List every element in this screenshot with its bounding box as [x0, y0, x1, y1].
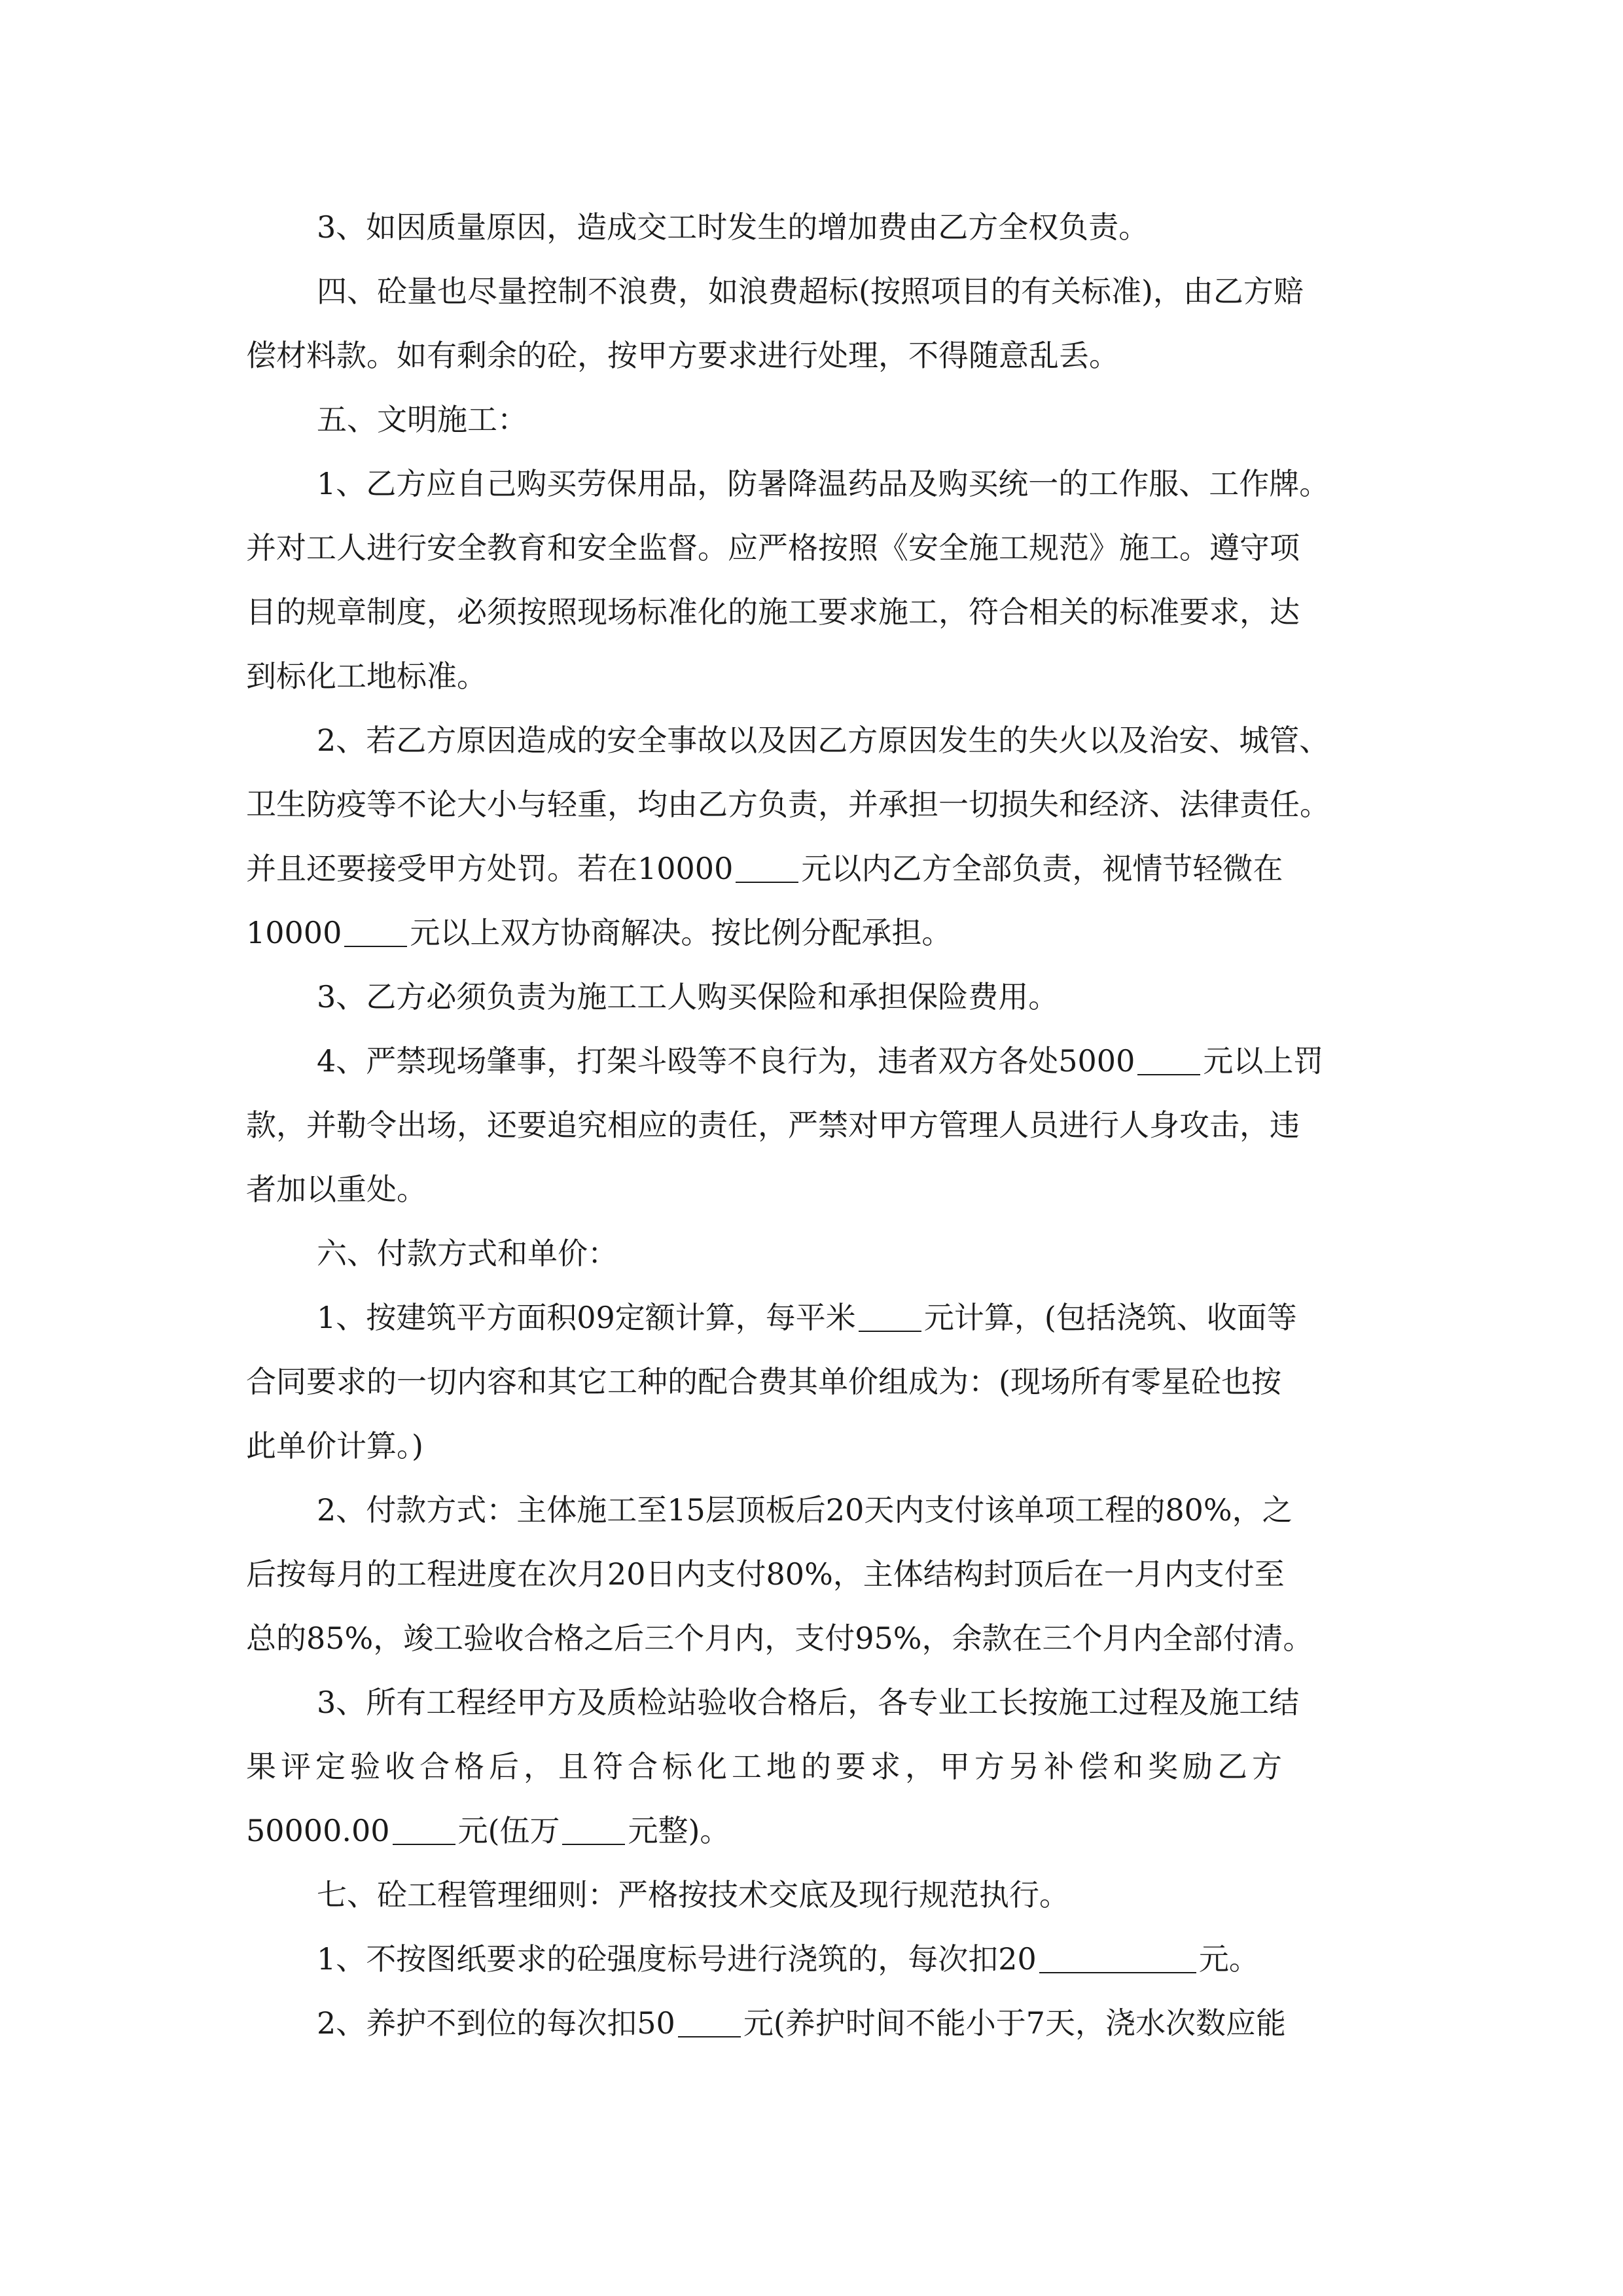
fill-in-blank: [1137, 1044, 1200, 1075]
paragraph-line: 1、按建筑平方面积09定额计算，每平米 元计算，(包括浇筑、收面等: [317, 1300, 1297, 1335]
fill-in-blank: [736, 852, 798, 883]
fill-in-blank: [1039, 1942, 1196, 1973]
fill-in-blank: [678, 2006, 741, 2037]
paragraph-line: 1、不按图纸要求的砼强度标号进行浇筑的，每次扣20 元。: [317, 1941, 1259, 1977]
fill-in-blank: [393, 1814, 455, 1845]
paragraph-line: 3、所有工程经甲方及质检站验收合格后，各专业工长按施工过程及施工结: [317, 1685, 1300, 1720]
paragraph-line: 总的85%，竣工验收合格之后三个月内，支付95%，余款在三个月内全部付清。: [246, 1621, 1313, 1656]
fill-in-blank: [562, 1814, 625, 1845]
fill-in-blank: [859, 1300, 921, 1332]
paragraph-line: 3、如因质量原因，造成交工时发生的增加费由乙方全权负责。: [317, 209, 1149, 245]
section-heading: 五、文明施工：: [317, 402, 527, 437]
paragraph-line: 合同要求的一切内容和其它工种的配合费其单价组成为：(现场所有零星砼也按: [246, 1364, 1281, 1399]
fill-in-blank: [344, 916, 407, 947]
paragraph-line: 到标化工地标准。: [246, 658, 487, 694]
paragraph-line: 2、付款方式：主体施工至15层顶板后20天内支付该单项工程的80%，之: [317, 1492, 1293, 1528]
paragraph-line: 10000 元以上双方协商解决。按比例分配承担。: [246, 915, 952, 950]
section-heading: 六、付款方式和单价：: [317, 1236, 618, 1271]
paragraph-line: 2、养护不到位的每次扣50 元(养护时间不能小于7天，浇水次数应能: [317, 2005, 1287, 2041]
paragraph-line: 并对工人进行安全教育和安全监督。应严格按照《安全施工规范》施工。遵守项: [246, 530, 1300, 565]
paragraph-line: 款，并勒令出场，还要追究相应的责任，严禁对甲方管理人员进行人身攻击，违: [246, 1107, 1300, 1143]
paragraph-line: 卫生防疫等不论大小与轻重，均由乙方负责，并承担一切损失和经济、法律责任。: [246, 787, 1330, 822]
paragraph-line: 者加以重处。: [246, 1172, 427, 1207]
paragraph-line: 1、乙方应自己购买劳保用品，防暑降温药品及购买统一的工作服、工作牌。: [317, 466, 1330, 501]
paragraph-line: 目的规章制度，必须按照现场标准化的施工要求施工，符合相关的标准要求，达: [246, 594, 1300, 630]
paragraph-line: 果评定验收合格后，且符合标化工地的要求，甲方另补偿和奖励乙方: [246, 1749, 1287, 1784]
section-heading: 七、砼工程管理细则：严格按技术交底及现行规范执行。: [317, 1877, 1069, 1912]
paragraph-line: 四、砼量也尽量控制不浪费，如浪费超标(按照项目的有关标准)，由乙方赔: [317, 274, 1304, 309]
paragraph-line: 3、乙方必须负责为施工工人购买保险和承担保险费用。: [317, 979, 1059, 1014]
paragraph-line: 此单价计算。): [246, 1428, 423, 1463]
paragraph-line: 50000.00 元(伍万 元整)。: [246, 1813, 730, 1848]
paragraph-line: 并且还要接受甲方处罚。若在10000 元以内乙方全部负责，视情节轻微在: [246, 851, 1283, 886]
paragraph-line: 2、若乙方原因造成的安全事故以及因乙方原因发生的失火以及治安、城管、: [317, 723, 1330, 758]
paragraph-line: 偿材料款。如有剩余的砼，按甲方要求进行处理，不得随意乱丢。: [246, 338, 1119, 373]
paragraph-line: 后按每月的工程进度在次月20日内支付80%，主体结构封顶后在一月内支付至: [246, 1556, 1285, 1592]
paragraph-line: 4、严禁现场肇事，打架斗殴等不良行为，违者双方各处5000 元以上罚: [317, 1043, 1324, 1079]
document-body: [246, 195, 1378, 2055]
